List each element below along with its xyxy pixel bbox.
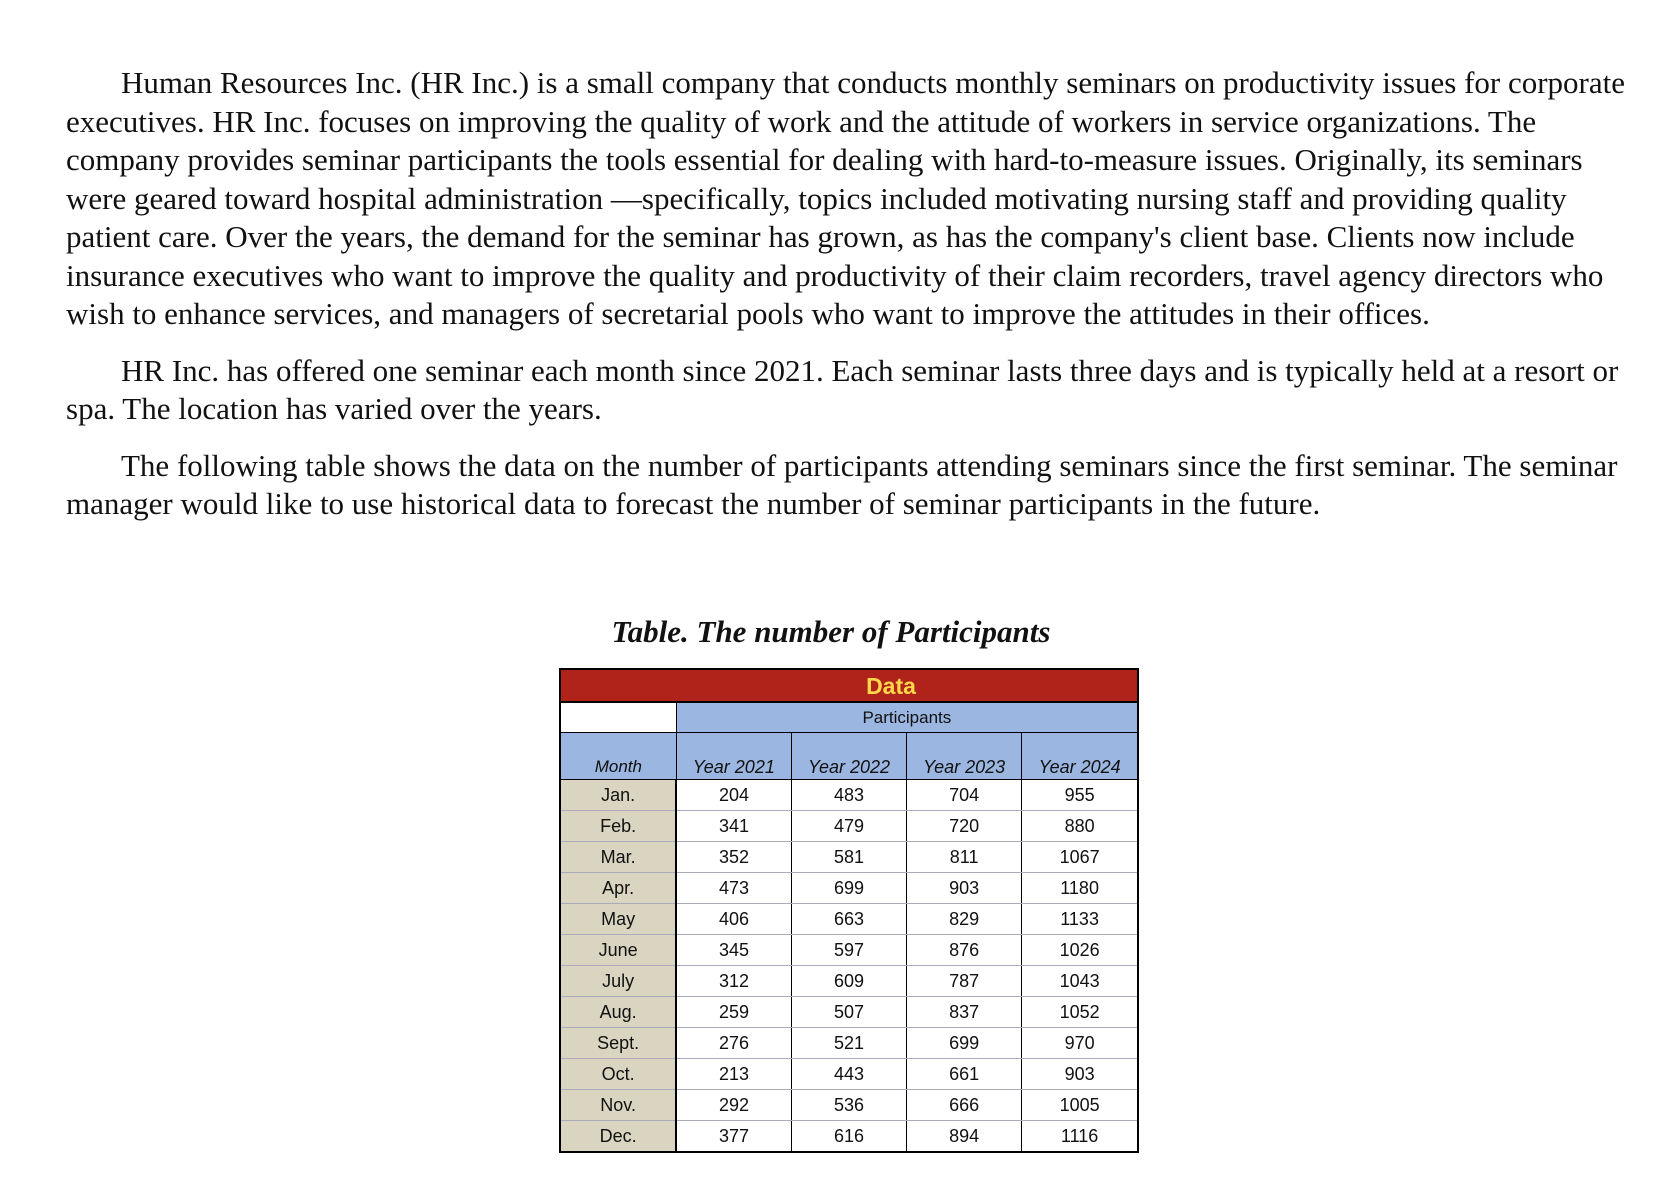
participant-count-cell: 616 [791, 1121, 906, 1153]
year-column-header: Year 2023 [907, 733, 1022, 780]
month-cell: Dec. [560, 1121, 676, 1153]
year-column-header: Year 2022 [791, 733, 906, 780]
month-cell: Feb. [560, 811, 676, 842]
participants-table [559, 701, 1139, 1153]
participant-count-cell: 666 [907, 1090, 1022, 1121]
participant-count-cell: 1026 [1022, 935, 1138, 966]
intro-paragraph: Human Resources Inc. (HR Inc.) is a small company that conducts monthly seminars on productivity issues for corporate executives. HR Inc. focuses on improving the quality of work and the attitude of workers in service organizations. The company provides seminar participants the tools essential for dealing with hard-to-measure issues. Originally, its seminars were geared toward hospital administration —specifically, topics included motivating nursing staff and providing quality patient care. Over the years, the demand for the seminar has grown, as has the company's client base. Clients now include insurance executives who want to improve the quality and productivity of their claim recorders, travel agency directors who wish to enhance services, and managers of secretarial pools who want to improve the attitudes in their offices. [66, 65, 1626, 331]
participant-count-cell: 1052 [1022, 997, 1138, 1028]
participants-header: Participants [676, 702, 1138, 733]
table-caption: Table. The number of Participants [611, 614, 1051, 649]
participant-count-cell: 1133 [1022, 904, 1138, 935]
participant-count-cell: 443 [791, 1059, 906, 1090]
month-cell: May [560, 904, 676, 935]
table-row [560, 780, 1138, 811]
year-column-header: Year 2024 [1022, 733, 1138, 780]
participant-count-cell: 1180 [1022, 873, 1138, 904]
year-column-header: Year 2021 [676, 733, 791, 780]
participant-count-cell: 970 [1022, 1028, 1138, 1059]
participant-count-cell: 292 [676, 1090, 791, 1121]
table-row [560, 1090, 1138, 1121]
participant-count-cell: 955 [1022, 780, 1138, 811]
participant-count-cell: 787 [907, 966, 1022, 997]
table-intro-paragraph: The following table shows the data on the number of participants attending seminars since the first seminar. The seminar manager would like to use historical data to forecast the number of seminar participants in the future. [66, 447, 1618, 521]
participant-count-cell: 1067 [1022, 842, 1138, 873]
table-row [560, 997, 1138, 1028]
participant-count-cell: 259 [676, 997, 791, 1028]
table-row [560, 842, 1138, 873]
month-cell: Apr. [560, 873, 676, 904]
month-cell: Nov. [560, 1090, 676, 1121]
table-row [560, 1028, 1138, 1059]
participant-count-cell: 352 [676, 842, 791, 873]
month-cell: June [560, 935, 676, 966]
participant-count-cell: 699 [907, 1028, 1022, 1059]
participant-count-cell: 483 [791, 780, 906, 811]
participant-count-cell: 699 [791, 873, 906, 904]
table-row [560, 1121, 1138, 1153]
table-row [560, 904, 1138, 935]
participant-count-cell: 704 [907, 780, 1022, 811]
table-row [560, 935, 1138, 966]
month-cell: Jan. [560, 780, 676, 811]
participant-count-cell: 829 [907, 904, 1022, 935]
schedule-paragraph: HR Inc. has offered one seminar each month since 2021. Each seminar lasts three days and is typically held at a resort or spa. The location has varied over the years. [66, 352, 1619, 426]
participant-count-cell: 811 [907, 842, 1022, 873]
participants-spreadsheet [559, 668, 1143, 1146]
participant-count-cell: 880 [1022, 811, 1138, 842]
month-cell: July [560, 966, 676, 997]
table-row [560, 966, 1138, 997]
participant-count-cell: 1043 [1022, 966, 1138, 997]
participant-count-cell: 609 [791, 966, 906, 997]
participant-count-cell: 661 [907, 1059, 1022, 1090]
participant-count-cell: 377 [676, 1121, 791, 1153]
participant-count-cell: 406 [676, 904, 791, 935]
document-body [66, 64, 1631, 524]
participant-count-cell: 473 [676, 873, 791, 904]
participant-count-cell: 1116 [1022, 1121, 1138, 1153]
participant-count-cell: 341 [676, 811, 791, 842]
table-row [560, 873, 1138, 904]
data-banner [559, 668, 1139, 701]
month-cell: Sept. [560, 1028, 676, 1059]
participant-count-cell: 479 [791, 811, 906, 842]
month-column-header: Month [560, 733, 676, 780]
month-cell: Aug. [560, 997, 676, 1028]
participant-count-cell: 720 [907, 811, 1022, 842]
participant-count-cell: 312 [676, 966, 791, 997]
participant-count-cell: 903 [907, 873, 1022, 904]
participant-count-cell: 204 [676, 780, 791, 811]
participant-count-cell: 521 [791, 1028, 906, 1059]
participant-count-cell: 663 [791, 904, 906, 935]
participant-count-cell: 597 [791, 935, 906, 966]
participant-count-cell: 536 [791, 1090, 906, 1121]
banner-label: Data [866, 673, 916, 699]
participant-count-cell: 894 [907, 1121, 1022, 1153]
table-row [560, 1059, 1138, 1090]
participant-count-cell: 345 [676, 935, 791, 966]
corner-cell [560, 702, 676, 733]
table-row [560, 811, 1138, 842]
participant-count-cell: 276 [676, 1028, 791, 1059]
participant-count-cell: 507 [791, 997, 906, 1028]
participant-count-cell: 876 [907, 935, 1022, 966]
month-cell: Oct. [560, 1059, 676, 1090]
participant-count-cell: 213 [676, 1059, 791, 1090]
participant-count-cell: 903 [1022, 1059, 1138, 1090]
month-cell: Mar. [560, 842, 676, 873]
participant-count-cell: 837 [907, 997, 1022, 1028]
participant-count-cell: 581 [791, 842, 906, 873]
participant-count-cell: 1005 [1022, 1090, 1138, 1121]
